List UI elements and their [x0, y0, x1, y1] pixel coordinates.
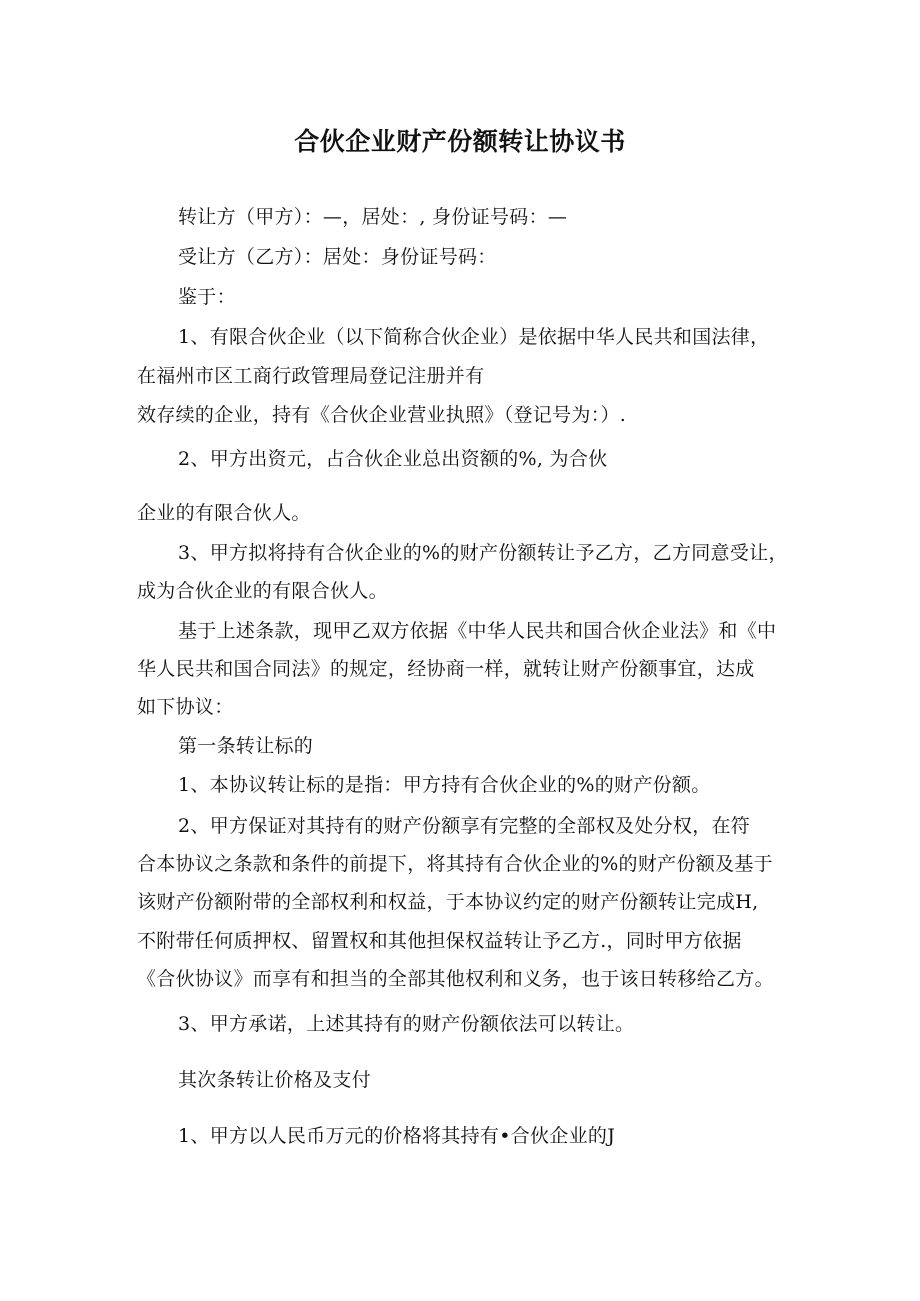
- article-1-clause-2-line-5: 《合伙协议》而享有和担当的全部其他权利和义务，也于该日转移给乙方。: [137, 968, 774, 990]
- transferee-line: 受让方（乙方）：居处：身份证号码：: [178, 246, 497, 268]
- basis-line-3: 如下协议：: [137, 696, 234, 718]
- recital-3-line-1: 3、甲方拟将持有合伙企业的%的财产份额转让予乙方，乙方同意受让，: [178, 542, 788, 564]
- article-1-heading: 第一条转让标的: [178, 735, 314, 757]
- whereas-heading: 鉴于：: [178, 286, 236, 308]
- article-2-heading: 其次条转让价格及支付: [178, 1069, 372, 1091]
- recital-1-line-2: 在福州市区工商行政管理局登记注册并有: [137, 365, 485, 387]
- recital-1-line-1: 1、有限合伙企业（以下简称合伙企业）是依据中华人民共和国法律，: [178, 326, 770, 348]
- article-1-clause-2-line-3: 该财产份额附带的全部权利和权益，于本协议约定的财产份额转让完成H,: [137, 891, 759, 913]
- article-1-clause-2-line-2: 合本协议之条款和条件的前提下，将其持有合伙企业的%的财产份额及基于: [137, 853, 773, 875]
- article-2-clause-1: 1、甲方以人民币万元的价格将其持有•合伙企业的J: [178, 1125, 616, 1147]
- recital-1-line-3: 效存续的企业，持有《合伙企业营业执照》（登记号为：）.: [137, 404, 627, 426]
- recital-3-line-2: 成为合伙企业的有限合伙人。: [137, 580, 388, 602]
- article-1-clause-2-line-1: 2、甲方保证对其持有的财产份额享有完整的全部权及处分权，在符: [178, 815, 751, 837]
- article-1-clause-3: 3、甲方承诺，上述其持有的财产份额依法可以转让。: [178, 1013, 635, 1035]
- article-1-clause-1: 1、本协议转让标的是指：甲方持有合伙企业的%的财产份额。: [178, 774, 711, 796]
- basis-line-2: 华人民共和国合同法》的规定，经协商一样，就转让财产份额事宜，达成: [137, 658, 755, 680]
- transferor-line: 转让方（甲方）：—，居处：, 身份证号码：—: [178, 206, 568, 228]
- basis-line-1: 基于上述条款，现甲乙双方依据《中华人民共和国合伙企业法》和《中: [178, 620, 777, 642]
- recital-2-line-2: 企业的有限合伙人。: [137, 502, 311, 524]
- article-1-clause-2-line-4: 不附带任何质押权、留置权和其他担保权益转让予乙方.，同时甲方依据: [137, 930, 742, 952]
- document-title: 合伙企业财产份额转让协议书: [294, 127, 626, 156]
- recital-2-line-1: 2、甲方出资元，占合伙企业总出资额的%, 为合伙: [178, 448, 608, 470]
